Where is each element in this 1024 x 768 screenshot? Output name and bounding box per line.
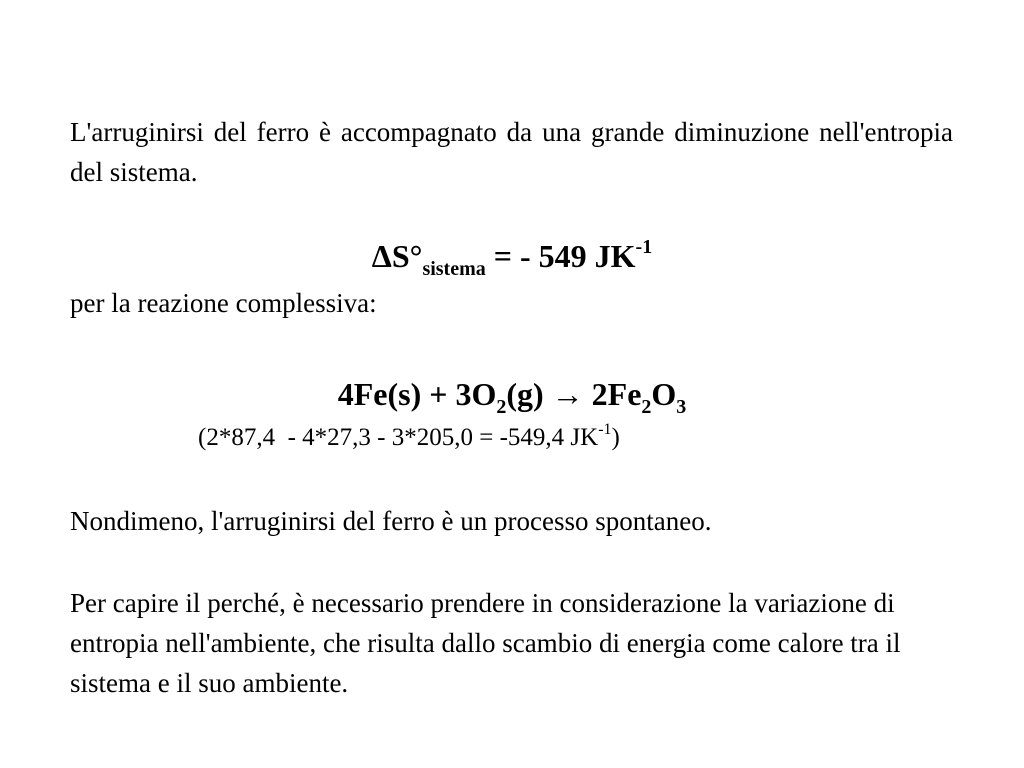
entropy-exponent: -1 <box>635 236 653 258</box>
entropy-formula <box>0 234 1024 278</box>
intro-paragraph: L'arruginirsi del ferro è accompagnato da una grande diminuzione nell'entropia del sistema. <box>70 117 953 187</box>
entropy-subscript: sistema <box>422 258 486 280</box>
reaction-sub1: 2 <box>496 396 507 418</box>
reaction-part3: O <box>651 376 677 412</box>
nondimeno-paragraph: Nondimeno, l'arruginirsi del ferro è un processo spontaneo. <box>70 506 712 536</box>
reaction-sub3: 3 <box>676 396 687 418</box>
reaction-intro-text: per la reazione complessiva: <box>70 288 377 318</box>
calculation-text: (2*87,4 - 4*27,3 - 3*205,0 = -549,4 JK <box>198 424 599 451</box>
entropy-calculation <box>198 420 620 456</box>
per-capire-paragraph: Per capire il perché, è necessario prendere in considerazione la variazione di entropia nell'ambiente, che risulta dallo scambio di energia come calore tra il sistema e il suo ambiente. <box>70 588 901 698</box>
reaction-part1: 4Fe(s) + 3O <box>337 376 497 412</box>
entropy-value: = - 549 JK <box>493 238 636 274</box>
reaction-part2: (g) → 2Fe <box>506 376 642 412</box>
entropy-symbol: ΔS° <box>371 238 423 274</box>
calculation-closing: ) <box>611 424 620 451</box>
reaction-equation <box>0 372 1024 416</box>
calculation-exponent: -1 <box>598 421 612 438</box>
reaction-sub2: 2 <box>641 396 652 418</box>
